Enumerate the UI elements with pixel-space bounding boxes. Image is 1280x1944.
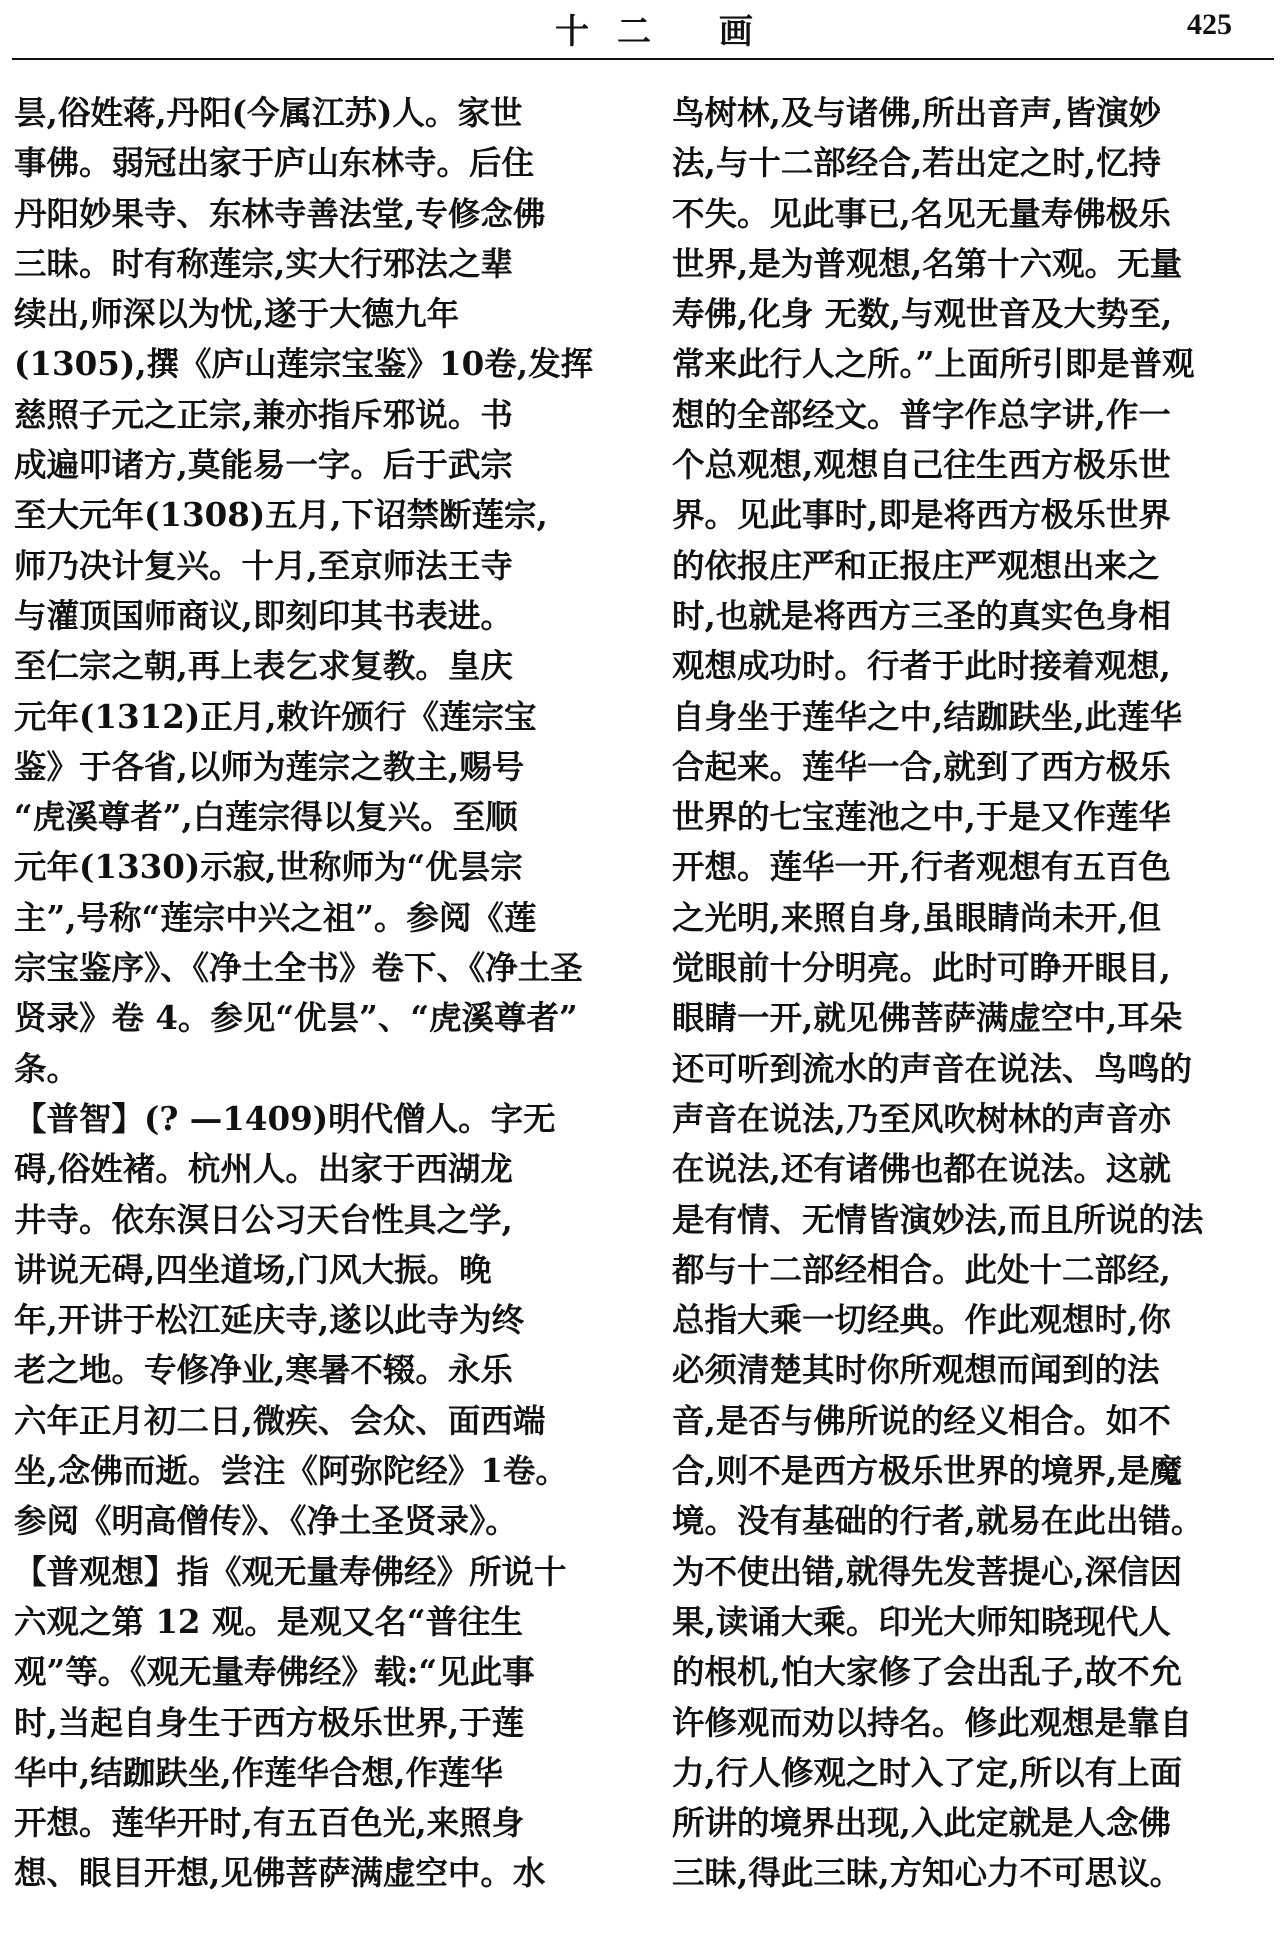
text-line: 至仁宗之朝,再上表乞求复教。皇庆	[14, 646, 513, 686]
text-line: 坐,念佛而逝。尝注《阿弥陀经》1卷。	[14, 1451, 568, 1491]
left-column	[14, 88, 614, 1928]
text-line: 境。没有基础的行者,就易在此出错。	[672, 1501, 1204, 1541]
text-line: 开想。莲华开时,有五百色光,来照身	[14, 1803, 525, 1843]
text-line: 眼睛一开,就见佛菩萨满虚空中,耳朵	[672, 998, 1183, 1038]
text-line: 续出,师深以为忧,遂于大德九年	[14, 294, 460, 334]
text-line: 为不使出错,就得先发菩提心,深信因	[672, 1551, 1183, 1591]
text-line: 三昧。时有称莲宗,实大行邪法之辈	[14, 243, 513, 283]
text-line: 华中,结跏趺坐,作莲华合想,作莲华	[14, 1752, 503, 1792]
text-line: 在说法,还有诸佛也都在说法。这就	[672, 1149, 1171, 1189]
text-line: 主”,号称“莲宗中兴之祖”。参阅《莲	[14, 897, 537, 937]
text-line: 六观之第 12 观。是观又名“普往生	[14, 1601, 524, 1641]
text-line: 宗宝鉴序》、《净土全书》卷下、《净土圣	[14, 948, 583, 988]
text-line: 不失。见此事已,名见无量寿佛极乐	[672, 193, 1171, 233]
text-line: 【普观想】指《观无量寿佛经》所说十	[14, 1551, 567, 1591]
text-line: 合,则不是西方极乐世界的境界,是魔	[672, 1451, 1183, 1491]
text-line: 必须清楚其时你所观想而闻到的法	[672, 1350, 1160, 1390]
text-line: 的依报庄严和正报庄严观想出来之	[672, 545, 1160, 585]
section-title: 十二 画	[555, 12, 781, 52]
text-line: 条。	[14, 1048, 80, 1088]
text-line: 昙,俗姓蒋,丹阳(今属江苏)人。家世	[14, 93, 523, 132]
page-number: 425	[1187, 8, 1232, 41]
text-line: 观”等。《观无量寿佛经》载:“见此事	[14, 1652, 535, 1692]
text-line: 法,与十二部经合,若出定之时,忆持	[672, 143, 1161, 183]
text-line: “虎溪尊者”,白莲宗得以复兴。至顺	[14, 797, 518, 837]
text-line: 慈照子元之正宗,兼亦指斥邪说。书	[14, 394, 513, 434]
text-line: 音,是否与佛所说的经义相合。如不	[672, 1400, 1171, 1440]
text-line: 界。见此事时,即是将西方极乐世界	[672, 495, 1171, 535]
text-line: 是有情、无情皆演妙法,而且所说的法	[672, 1199, 1204, 1239]
page-header	[0, 0, 1280, 60]
text-line: 参阅《明高僧传》、《净土圣贤录》。	[14, 1501, 518, 1541]
text-line: 力,行人修观之时入了定,所以有上面	[672, 1752, 1183, 1792]
text-line: 声音在说法,乃至风吹树林的声音亦	[672, 1098, 1171, 1138]
text-line: 至大元年(1308)五月,下诏禁断莲宗,	[14, 495, 548, 535]
text-line: 师乃决计复兴。十月,至京师法王寺	[14, 545, 513, 585]
text-line: 讲说无碍,四坐道场,门风大振。晚	[14, 1249, 492, 1289]
text-line: 时,当起自身生于西方极乐世界,于莲	[14, 1702, 525, 1742]
text-line: 常来此行人之所。”上面所引即是普观	[672, 344, 1195, 384]
text-line: 事佛。弱冠出家于庐山东林寺。后住	[14, 143, 535, 183]
text-line: 自身坐于莲华之中,结跏趺坐,此莲华	[672, 696, 1183, 736]
header-rule	[12, 58, 1274, 60]
text-line: 之光明,来照自身,虽眼睛尚未开,但	[672, 897, 1161, 937]
text-line: 元年(1330)示寂,世称师为“优昙宗	[14, 847, 523, 887]
text-line: 还可听到流水的声音在说法、鸟鸣的	[672, 1048, 1193, 1088]
text-line: 世界的七宝莲池之中,于是又作莲华	[672, 797, 1171, 837]
text-line: 与灌顶国师商议,即刻印其书表进。	[14, 595, 513, 635]
text-line: 时,也就是将西方三圣的真实色身相	[672, 595, 1171, 635]
text-line: 都与十二部经相合。此处十二部经,	[672, 1249, 1171, 1289]
text-line: 贤录》卷 4。参见“优昙”、“虎溪尊者”	[14, 998, 578, 1038]
text-line: 六年正月初二日,微疾、会众、面西端	[14, 1400, 546, 1440]
text-line: 个总观想,观想自己往生西方极乐世	[672, 445, 1171, 485]
text-line: 年,开讲于松江延庆寺,遂以此寺为终	[14, 1300, 525, 1340]
text-line: 井寺。依东溟日公习天台性具之学,	[14, 1199, 513, 1239]
text-line: 观想成功时。行者于此时接着观想,	[672, 646, 1171, 686]
text-line: 的根机,怕大家修了会出乱子,故不允	[672, 1652, 1183, 1692]
text-line: 果,读诵大乘。印光大师知晓现代人	[672, 1601, 1171, 1641]
text-line: 寿佛,化身 无数,与观世音及大势至,	[672, 294, 1173, 334]
text-line: 丹阳妙果寺、东林寺善法堂,专修念佛	[14, 193, 546, 233]
text-line: 元年(1312)正月,敕许颁行《莲宗宝	[14, 696, 537, 736]
text-line: 所讲的境界出现,入此定就是人念佛	[672, 1803, 1171, 1843]
text-line: 碍,俗姓褚。杭州人。出家于西湖龙	[14, 1149, 513, 1189]
text-line: 成遍叩诸方,莫能易一字。后于武宗	[14, 445, 513, 485]
text-line: (1305),撰《庐山莲宗宝鉴》10卷,发挥	[14, 344, 594, 384]
text-line: 想、眼目开想,见佛菩萨满虚空中。水	[14, 1853, 546, 1893]
text-line: 【普智】(? —1409)明代僧人。字无	[14, 1098, 556, 1138]
text-line: 想的全部经文。普字作总字讲,作一	[672, 394, 1171, 434]
text-line: 总指大乘一切经典。作此观想时,你	[672, 1300, 1171, 1340]
text-line: 老之地。专修净业,寒暑不辍。永乐	[14, 1350, 513, 1390]
text-line: 许修观而劝以持名。修此观想是靠自	[672, 1702, 1193, 1742]
text-line: 鉴》于各省,以师为莲宗之教主,赐号	[14, 746, 525, 786]
text-line: 合起来。莲华一合,就到了西方极乐	[672, 746, 1171, 786]
text-line: 世界,是为普观想,名第十六观。无量	[672, 243, 1183, 283]
text-line: 三昧,得此三昧,方知心力不可思议。	[672, 1853, 1183, 1893]
text-line: 觉眼前十分明亮。此时可睁开眼目,	[672, 948, 1171, 988]
text-line: 鸟树林,及与诸佛,所出音声,皆演妙	[672, 93, 1161, 132]
text-line: 开想。莲华一开,行者观想有五百色	[672, 847, 1171, 887]
right-column	[672, 88, 1272, 1928]
